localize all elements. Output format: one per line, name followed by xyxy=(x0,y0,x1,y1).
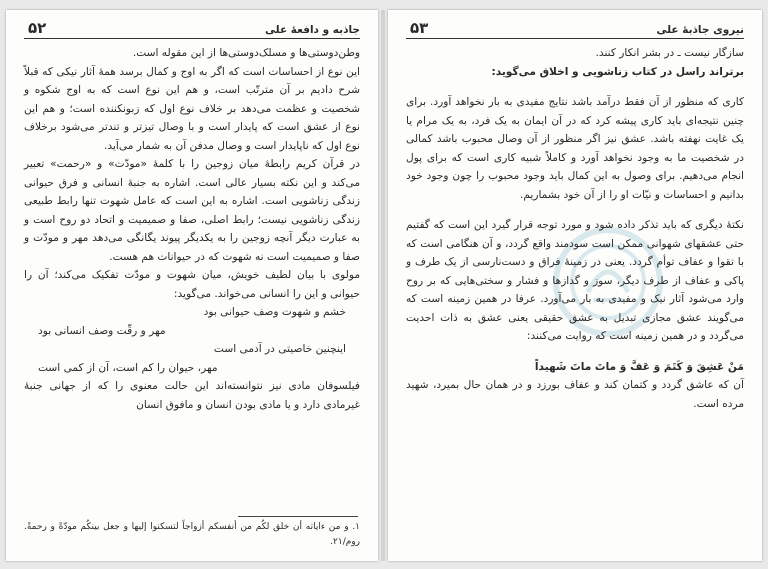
poem-line: اینچنین خاصیتی در آدمی است xyxy=(213,343,346,355)
left-page xyxy=(6,10,378,561)
footnote-rule xyxy=(238,516,358,517)
poem-line: خشم و شهوت وصف حیوانی بود xyxy=(203,306,346,318)
right-page-body xyxy=(406,44,744,413)
footnote: ۱. و من ءاياته أن خلق لكُم من أنفسكم أزواجاً لتسكنوا إليها و جعل بينكُم مودّةً و رحمةً. روم/۲۱. xyxy=(24,522,360,547)
right-page xyxy=(388,10,762,561)
intro-line: سازگار نیست ـ در بشر انکار کنند. xyxy=(595,47,744,59)
left-paragraph: فیلسوفان مادی نیز نتوانسته‌اند این حالت معنوی را که از جهانی جنبهٔ غیرمادی دارد و یا مادی بودن انسان و مافوق انسان xyxy=(24,380,360,411)
book-gutter xyxy=(381,10,385,561)
quote-translation: آن که عاشق گردد و کتمان کند و عفاف بورزد و در همان حال بمیرد، شهید مرده است. xyxy=(406,379,744,410)
left-page-body xyxy=(24,44,360,414)
left-paragraph: این نوع از احساسات است که اگر به اوج و کمال برسد همهٔ آثار نیکی که قبلاً شرح دادیم بر آن مترتّب است، و هم این نوع است که به اوج شکوه و شخصیت و عظمت می‌دهد بر خلاف نوع اول که زبونکننده است؛ و هم این نوع از عشق است که پایدار است و با وصال تیزتر و تندتر می‌شود برخلاف نوع اول که ناپایدار است و وصال مدفن آن به شمار می‌آید. xyxy=(24,65,360,152)
poem xyxy=(38,303,346,377)
arabic-quote: مَنْ عَشِقَ وَ کَتَمَ وَ عَفَّ وَ ماتَ ماتَ شَهیداً xyxy=(534,360,744,373)
left-paragraph: وطن‌دوستی‌ها و مسلک‌دوستی‌ها از این مقوله است. xyxy=(132,47,360,59)
left-page-number: ۵۲ xyxy=(28,19,47,37)
intro-line: برتراند راسل در کتاب زناشویی و اخلاق می‌گوید: xyxy=(491,65,744,78)
left-paragraph: مولوی با بیان لطیف خویش، میان شهوت و مودّت تفکیک می‌کند؛ آن را حیوانی و این را انسانی می‌خواند. می‌گوید: xyxy=(24,269,360,300)
right-paragraph: نکتهٔ دیگری که باید تذکر داده شود و مورد توجه قرار گیرد این است که گفتیم حتی عشقهای شهوانی ممکن است سودمند واقع گردد، و آن هنگامی است که با تقوا و عفاف توأم گردد. یعنی در زمینهٔ فراق و دست‌نارسی از یک طرف و پاکی و عفاف از طرف دیگر، سوز و گدازها و فشار و سختی‌هایی که بر روح وارد می‌شود آثار نیک و مفیدی به بار می‌آورد. عرفا در همین زمینه است که می‌گویند عشق مجازی تبدیل به عشق حقیقی یعنی عشق به ذات احدیت می‌گردد و در همین زمینه است که روایت می‌کنند: xyxy=(406,219,744,342)
right-paragraph: کاری که منظور از آن فقط درآمد باشد نتایج مفیدی به بار نخواهد آورد. برای چنین نتیجه‌ای باید کاری پیشه کرد که در آن ایمان به یک فرد، به یک مرام یا یک غایت نهفته باشد. عشق نیز اگر منظور از آن وصال محبوب باشد کمالی در شخصیت ما به وجود نخواهد آورد و کاملاً شبیه کاری است که برای پول انجام می‌دهیم. برای وصول به این کمال باید وجود محبوب را چون وجود خود بدانیم و احساسات و نیّات او را از آن خود بشماریم. xyxy=(406,96,744,201)
left-page-header xyxy=(24,20,360,39)
right-page-header xyxy=(406,20,744,39)
left-paragraph: در قرآن کریم رابطهٔ میان زوجین را با کلمهٔ «مودّت» و «رحمت» تعبیر می‌کند و این نکته بسیار عالی است. اشاره به جنبهٔ انسانی و فرق حیوانی زندگی زناشویی است. اشاره به این است که عامل شهوت تنها رابط طبیعی زندگی زناشویی نیست؛ رابط اصلی، صفا و صمیمیت و اتحاد دو روح است و به عبارت دیگر آنچه زوجین را به یکدیگر پیوند یگانگی می‌دهد مهر و مودّت و صفا و صمیمیت است نه شهوت که در حیوانات هم هست. xyxy=(24,158,360,263)
right-page-number: ۵۳ xyxy=(410,19,429,37)
right-header-title: نیروی جاذبهٔ علی xyxy=(656,24,744,36)
left-header-title: جاذبه و دافعهٔ علی xyxy=(265,24,360,36)
poem-line: مهر و رقّت وصف انسانی بود xyxy=(38,324,166,337)
poem-line: مهر، حیوان را کم است، آن از کمی است xyxy=(38,361,218,374)
